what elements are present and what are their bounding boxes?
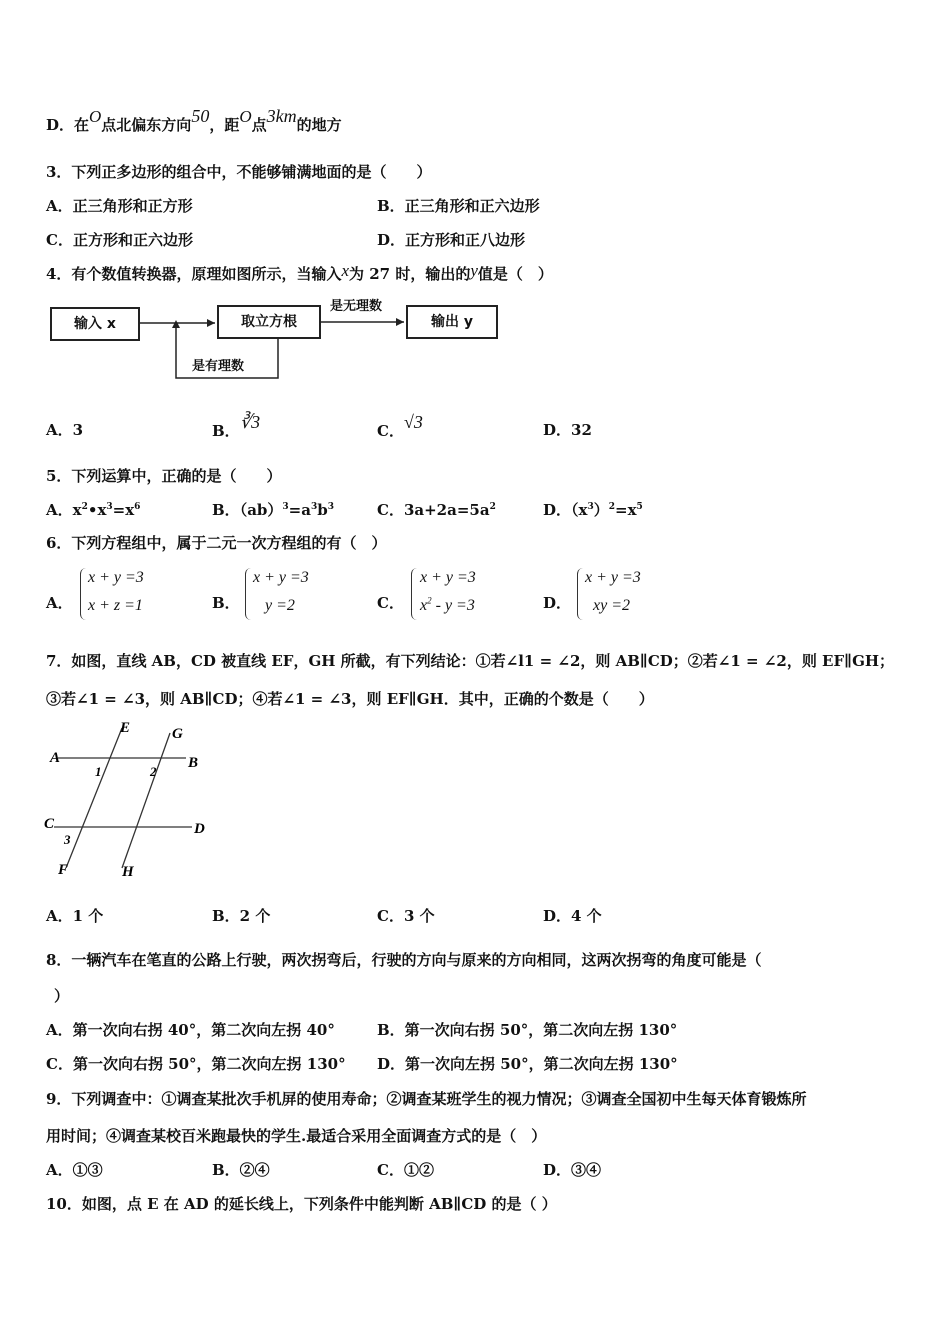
q2-option-d: D．在O点北偏东方向50，距O点3km的地方: [46, 106, 342, 134]
q3-option-c: C．正方形和正六边形: [46, 231, 193, 249]
line-ef: [66, 728, 122, 868]
brace: [411, 568, 418, 620]
label-g: G: [172, 726, 183, 742]
brace: [80, 568, 87, 620]
q8-stem-line1: 8．一辆汽车在笔直的公路上行驶，两次拐弯后，行驶的方向与原来的方向相同，这两次拐弯的角度可能是（: [46, 951, 762, 969]
q8-option-c: C．第一次向右拐 50°，第二次向左拐 130°: [46, 1055, 346, 1073]
line-gh: [122, 733, 170, 868]
q7-option-a: A．1 个: [46, 907, 104, 925]
label-d: D: [194, 821, 205, 837]
q3-option-b: B．正三角形和正六边形: [377, 197, 540, 215]
label-h: H: [122, 864, 134, 880]
q4-option-b: B．∛3: [212, 412, 261, 440]
q9-option-b: B．②④: [212, 1161, 270, 1179]
label-irrational: 是无理数: [330, 299, 383, 314]
q7-option-b: B．2 个: [212, 907, 271, 925]
label-e: E: [120, 720, 131, 736]
label-b: B: [188, 755, 199, 771]
q7-figure: [40, 718, 220, 883]
q5-option-a: A．$x^2•x^3=x^6$: [46, 501, 141, 519]
q5-option-c: C．$3a+2a=5a^2$: [377, 501, 496, 519]
angle-2: 2: [150, 764, 157, 779]
q9-stem-line1: 9．下列调查中：①调查某批次手机屏的使用寿命；②调查某班学生的视力情况；③调查全国初中生每天体育锻炼所: [46, 1090, 807, 1108]
q4-stem: 4．有个数值转换器，原理如图所示，当输入x为 27 时，输出的y值是（ ）: [46, 261, 553, 283]
q6-option-c-label: C．: [377, 594, 404, 612]
q8-stem-line2: ）: [54, 987, 70, 1005]
q7-option-d: D．4 个: [543, 907, 602, 925]
brace: [245, 568, 252, 620]
q8-option-b: B．第一次向右拐 50°，第二次向左拐 130°: [377, 1021, 678, 1039]
angle-1: 1: [95, 764, 102, 779]
angle-3: 3: [64, 832, 71, 847]
q6-option-d-label: D．: [543, 594, 572, 612]
output-box: 输出 y: [406, 305, 498, 339]
math-distance: 3km: [266, 106, 297, 126]
label-rational: 是有理数: [192, 359, 245, 374]
q3-option-a: A．正三角形和正方形: [46, 197, 193, 215]
arrowhead: [172, 320, 180, 328]
math-o: O: [239, 107, 252, 126]
brace: [577, 568, 584, 620]
label-c: C: [44, 816, 55, 832]
q3-option-d: D．正方形和正八边形: [377, 231, 526, 249]
math-o: O: [89, 107, 102, 126]
q9-option-d: D．③④: [543, 1161, 602, 1179]
q7-stem-line1: 7．如图，直线 AB，CD 被直线 EF，GH 所截，有下列结论：①若∠l1 = ∠2，则 AB∥CD；②若∠1 = ∠2，则 EF∥GH；: [46, 652, 895, 670]
label-f: F: [58, 862, 69, 878]
q6-system-a: x + y =3 x + z =1: [88, 569, 144, 614]
q4-option-d: D．32: [543, 421, 592, 439]
q7-stem-line2: ③若∠1 = ∠3，则 AB∥CD；④若∠1 = ∠3，则 EF∥GH．其中，正确的个数是（ ）: [46, 690, 654, 708]
q8-option-d: D．第一次向左拐 50°，第二次向左拐 130°: [377, 1055, 678, 1073]
q6-stem: 6．下列方程组中，属于二元一次方程组的有（ ）: [46, 534, 387, 552]
math-angle: 50: [191, 106, 210, 126]
q8-option-a: A．第一次向右拐 40°，第二次向左拐 40°: [46, 1021, 335, 1039]
arrowhead: [207, 319, 215, 327]
q6-option-b-label: B．: [212, 594, 240, 612]
arrowhead: [396, 318, 404, 326]
cube-root-box: 取立方根: [217, 305, 321, 339]
q6-system-d: x + y =3 xy =2: [585, 569, 641, 614]
label-a: A: [50, 750, 61, 766]
q5-stem: 5．下列运算中，正确的是（ ）: [46, 467, 282, 485]
q4-option-a: A．3: [46, 421, 84, 439]
input-box: 输入 x: [50, 307, 140, 341]
q6-system-b: x + y =3 y =2: [253, 569, 309, 614]
q10-stem: 10．如图，点 E 在 AD 的延长线上，下列条件中能判断 AB∥CD 的是（ ）: [46, 1195, 557, 1213]
q6-system-c: x + y =3 $x^2 - y =3$: [420, 569, 476, 614]
q9-stem-line2: 用时间；④调查某校百米跑最快的学生.最适合采用全面调查方式的是（ ）: [46, 1127, 547, 1145]
q6-option-a-label: A．: [46, 594, 73, 612]
q5-option-d: D．$(x^3)^2=x^5$: [543, 501, 643, 519]
q3-stem: 3．下列正多边形的组合中，不能够铺满地面的是（ ）: [46, 163, 432, 181]
q4-option-c: C．√3: [377, 412, 423, 440]
q9-option-a: A．①③: [46, 1161, 103, 1179]
flowchart-arrows: [0, 0, 950, 400]
q9-option-c: C．①②: [377, 1161, 434, 1179]
q5-option-b: B．$(ab)^3=a^3b^3$: [212, 501, 334, 519]
q7-option-c: C．3 个: [377, 907, 435, 925]
